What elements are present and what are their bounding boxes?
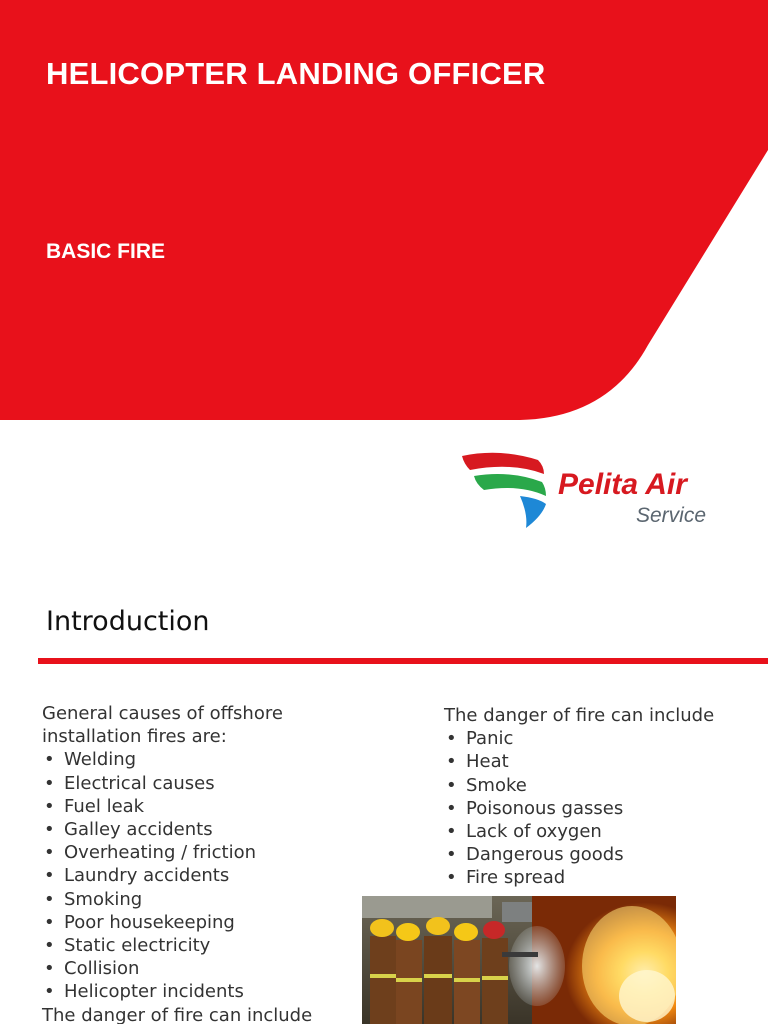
list-item: • Laundry accidents <box>42 864 362 887</box>
slide-title: Introduction <box>46 606 210 637</box>
dangers-column <box>444 704 744 890</box>
list-item: • Electrical causes <box>42 772 362 795</box>
list-item: • Panic <box>444 727 744 750</box>
list-item: • Collision <box>42 957 362 980</box>
list-item: • Static electricity <box>42 934 362 957</box>
logo-name: Pelita Air <box>558 468 687 501</box>
list-item: • Welding <box>42 748 362 771</box>
list-item: • Fire spread <box>444 866 744 889</box>
dangers-list <box>444 727 744 889</box>
dangers-intro: The danger of fire can include <box>444 705 715 726</box>
list-item: • Galley accidents <box>42 818 362 841</box>
list-item: • Fuel leak <box>42 795 362 818</box>
causes-intro: General causes of offshore installation fires are: <box>42 703 283 748</box>
flag-icon <box>460 452 552 530</box>
title-divider <box>38 658 768 664</box>
list-item: • Poor housekeeping <box>42 911 362 934</box>
logo-subtitle: Service <box>636 504 707 527</box>
cover-title: HELICOPTER LANDING OFFICER <box>46 56 546 91</box>
list-item: • Poisonous gasses <box>444 797 744 820</box>
pelita-air-logo <box>460 452 750 532</box>
list-item: • Overheating / friction <box>42 841 362 864</box>
causes-column <box>42 702 362 1024</box>
danger-intro-trailing: The danger of fire can include <box>42 1004 313 1024</box>
list-item: • Smoking <box>42 888 362 911</box>
firefighters-photo <box>362 896 676 1024</box>
list-item: • Heat <box>444 750 744 773</box>
list-item: • Smoke <box>444 774 744 797</box>
causes-list <box>42 748 362 1003</box>
list-item: • Lack of oxygen <box>444 820 744 843</box>
list-item: • Dangerous goods <box>444 843 744 866</box>
list-item: • Helicopter incidents <box>42 980 362 1003</box>
introduction-slide <box>0 578 768 1024</box>
cover-subtitle: BASIC FIRE <box>46 240 166 263</box>
